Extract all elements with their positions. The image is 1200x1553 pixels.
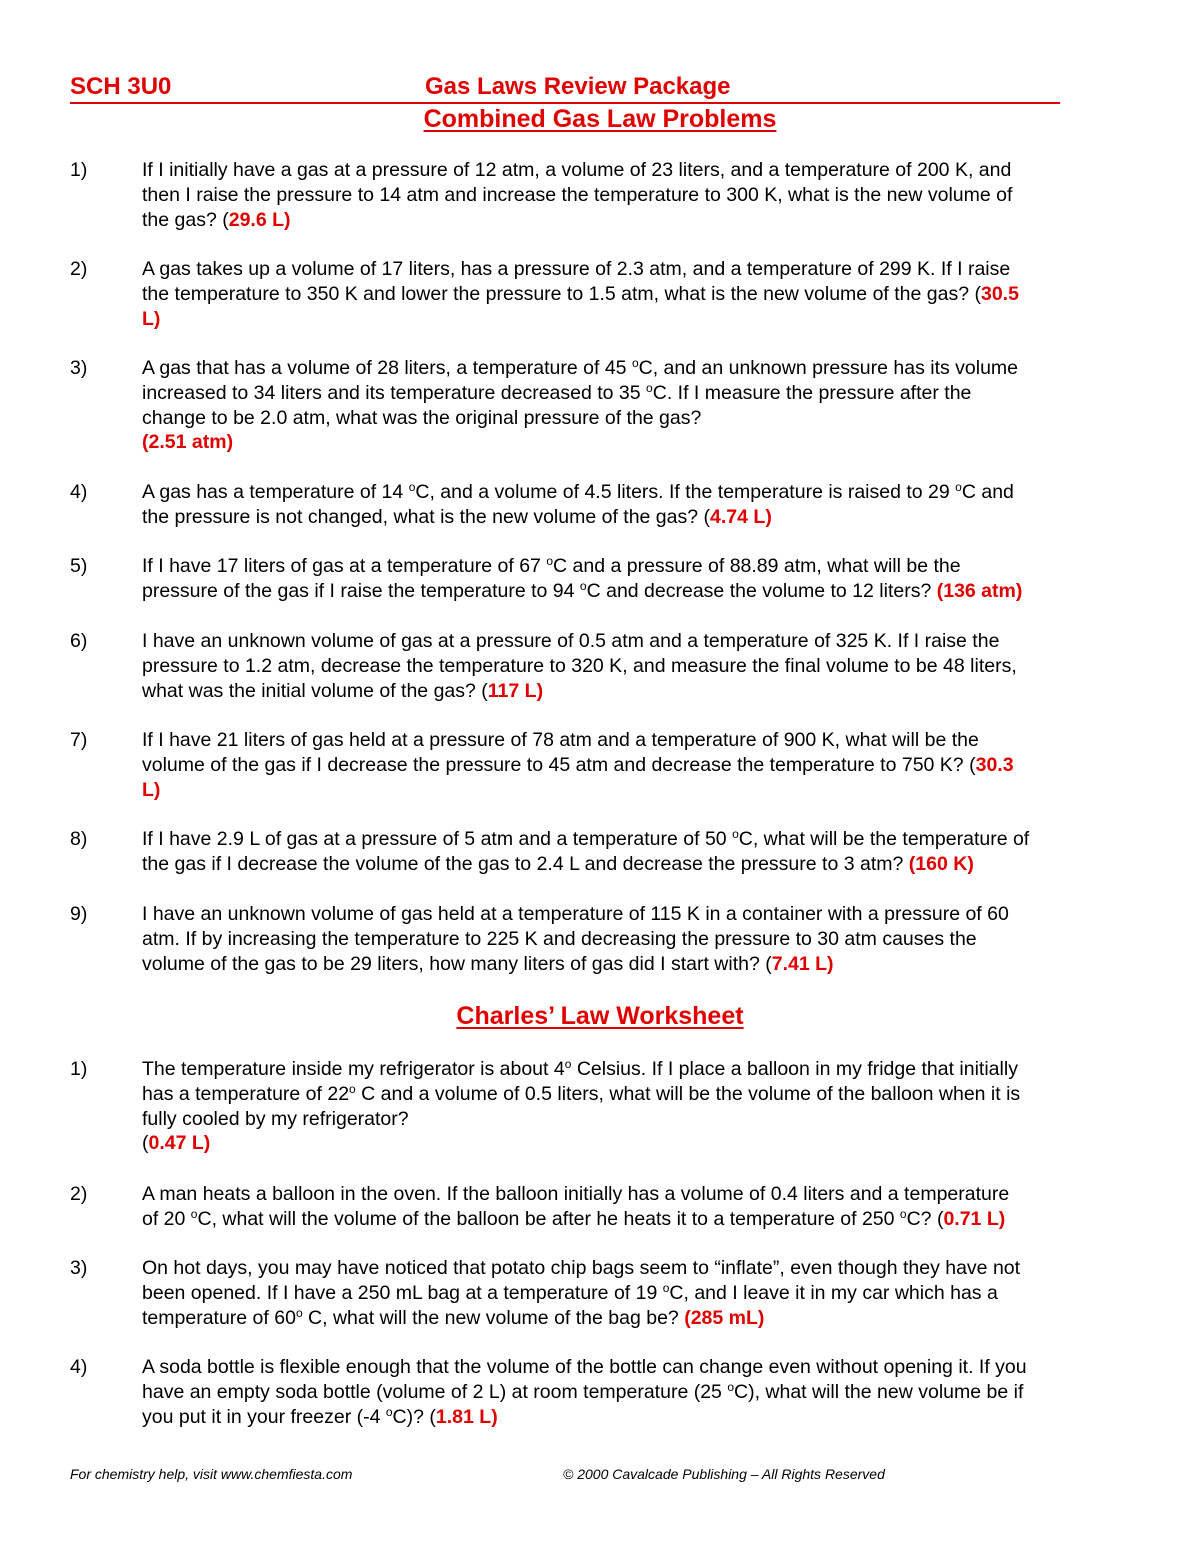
section-title-combined: Combined Gas Law Problems [423,105,777,133]
problem-text: If I have 17 liters of gas at a temperature of 67 $^o$C and a pressure of 88.89 atm, what will be the pressure of the gas if I raise the temperature to 94 $^o$C and decrease the volume to 12 liters? (136 atm) [142,554,1023,602]
course-code: SCH 3U0 [70,73,172,100]
section-title-charles: Charles’ Law Worksheet [456,1002,744,1030]
header [70,72,1060,104]
answer: 160 K [915,852,968,875]
problem-number: 3) [70,357,88,379]
problem-number: 8) [70,828,88,850]
problem-text: If I initially have a gas at a pressure of 12 atm, a volume of 23 liters, and a temperature of 200 K, and then I raise the pressure to 14 atm and increase the temperature to 300 K, what is the new volume of the gas? (29.6 L) [142,159,1013,231]
answer: 30.3 [975,753,1014,776]
problem-text: If I have 21 liters of gas held at a pressure of 78 atm and a temperature of 900 K, what will be the volume of the gas if I decrease the pressure to 45 atm and decrease the temperature to 750 K? (30.3 L) [142,729,1014,801]
footer-copyright: © 2000 Cavalcade Publishing – All Rights Reserved [563,1466,885,1482]
footer-left: For chemistry help, visit www.chemfiesta.com [70,1466,353,1482]
answer: 1.81 L [435,1405,492,1428]
problem-number: 1) [70,159,88,181]
problem-text: A gas takes up a volume of 17 liters, has a pressure of 2.3 atm, and a temperature of 299 K. If I raise the temperature to 350 K and lower the pressure to 1.5 atm, what is the new volume of the gas? (30.5 L) [142,258,1019,330]
answer: 2.51 atm [148,431,227,454]
problem-text: On hot days, you may have noticed that potato chip bags seem to “inflate”, even though they have not been opened. If I have a 250 mL bag at a temperature of 19 $^o$C, and I leave it in my car which has a temperature of 60$^o$ C, what will the new volume of the bag be? (285 mL) [142,1257,1021,1329]
problem-text: If I have 2.9 L of gas at a pressure of 5 atm and a temperature of 50 $^o$C, what will be the temperature of the gas if I decrease the volume of the gas to 2.4 L and decrease the pressure to 3 atm? (160 K) [142,827,1030,875]
problem-number: 4) [70,481,88,503]
answer: 0.47 L [148,1132,204,1155]
problem-number: 2) [70,258,88,280]
problem-text: The temperature inside my refrigerator is about 4$^o$ Celsius. If I place a balloon in my fridge that initially has a temperature of 22$^o$ C and a volume of 0.5 liters, what will be the volume of the balloon when it is fully cooled by my refrigerator? (0.47 L) [142,1057,1021,1155]
answer: 117 L [487,679,537,702]
problem-number: 3) [70,1257,88,1279]
problem-number: 2) [70,1183,88,1205]
problem-number: 6) [70,630,88,652]
problem-number: 1) [70,1058,88,1080]
problem-text: A gas that has a volume of 28 liters, a temperature of 45 $^o$C, and an unknown pressure has its volume increased to 34 liters and its temperature decreased to 35 $^o$C. If I measure the pressure after the change to be 2.0 atm, what was the original pressure of the gas? (2.51 atm) [142,356,1019,454]
answer: 7.41 L [771,952,828,975]
answer: 30.5 [980,282,1019,305]
problem-number: 7) [70,729,88,751]
problem-text: A man heats a balloon in the oven. If the balloon initially has a volume of 0.4 liters and a temperature of 20 $^o$C, what will the volume of the balloon be after he heats it to a temperature of 250 $^o$C? (0.71 L) [142,1183,1010,1230]
problem-number: 9) [70,903,88,925]
problem-text: I have an unknown volume of gas held at a temperature of 115 K in a container with a pressure of 60 atm. If by increasing the temperature to 225 K and decreasing the pressure to 30 atm causes the volume of the gas to be 29 liters, how many liters of gas did I start with? (7.41 L) [142,903,1009,975]
answer: 0.71 L [943,1207,999,1230]
answer: 4.74 L [710,505,766,528]
answer: 29.6 L [228,208,285,231]
problem-text: A gas has a temperature of 14 $^o$C, and a volume of 4.5 liters. If the temperature is raised to 29 $^o$C and the pressure is not changed, what is the new volume of the gas? (4.74 L) [142,480,1014,528]
answer: 136 atm [943,579,1016,602]
problem-text: A soda bottle is flexible enough that the volume of the bottle can change even without opening it. If you have an empty soda bottle (volume of 2 L) at room temperature (25 $^o$C), what will the new volume be if you put it in your freezer (-4 $^o$C)? (1.81 L) [142,1356,1027,1428]
package-title: Gas Laws Review Package [425,73,731,100]
answer: 285 mL [690,1306,758,1329]
problem-text: I have an unknown volume of gas at a pressure of 0.5 atm and a temperature of 325 K. If I raise the pressure to 1.2 atm, decrease the temperature to 320 K, and measure the final volume to be 48 liters, what was the initial volume of the gas? (117 L) [142,630,1017,702]
problem-number: 5) [70,555,88,577]
problem-number: 4) [70,1356,88,1378]
